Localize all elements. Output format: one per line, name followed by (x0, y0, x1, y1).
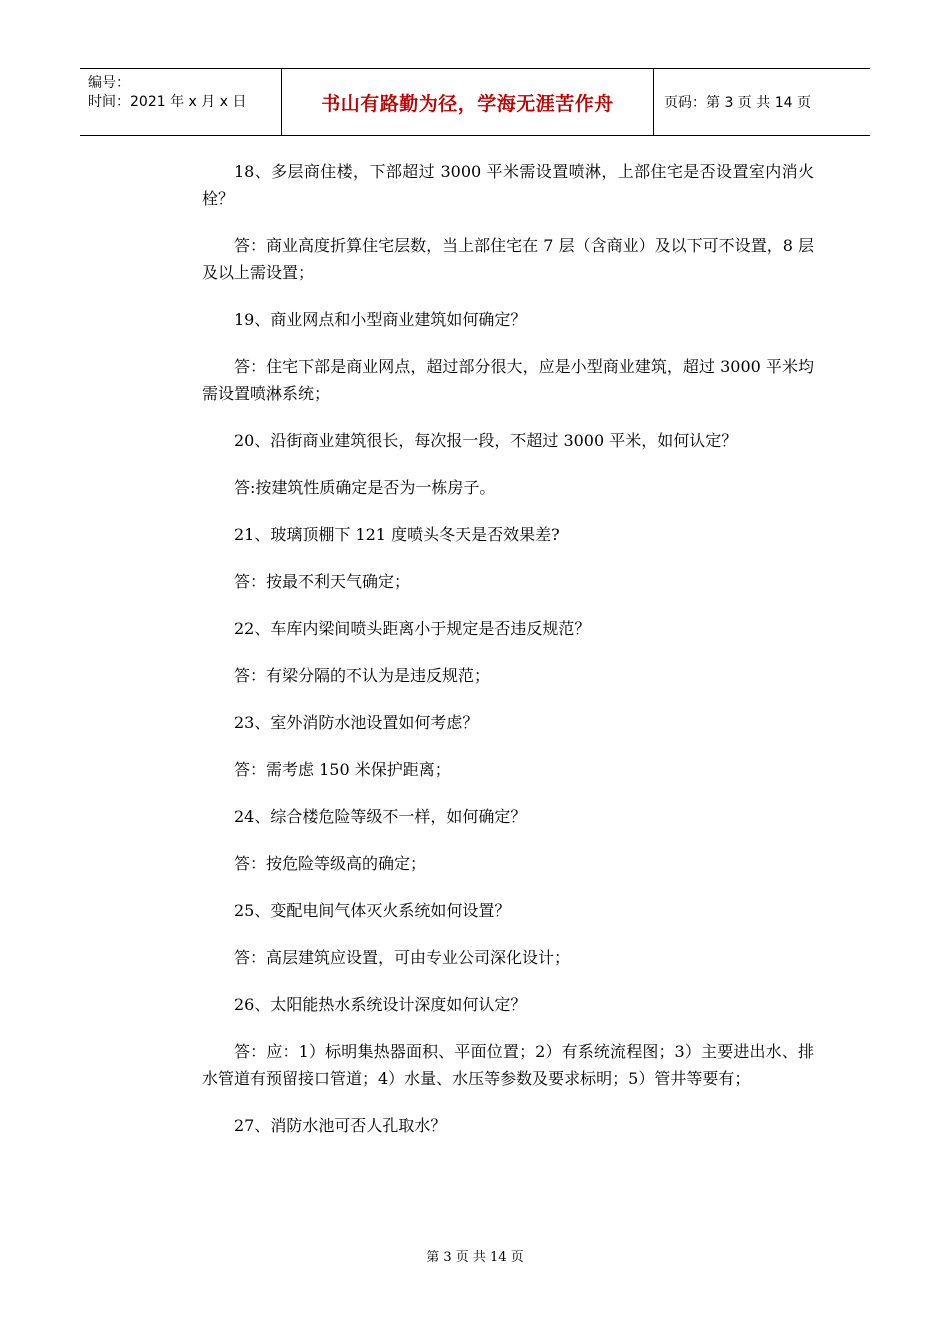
paragraph-q18: 18、多层商住楼，下部超过 3000 平米需设置喷淋，上部住宅是否设置室内消火栓？ (202, 162, 814, 208)
paragraph-a18: 答：商业高度折算住宅层数，当上部住宅在 7 层（含商业）及以下可不设置，8 层及以上需设置； (202, 236, 814, 282)
paragraph-a24: 答：按危险等级高的确定； (234, 854, 427, 873)
paragraph-q20: 20、沿街商业建筑很长，每次报一段，不超过 3000 平米，如何认定？ (234, 431, 738, 450)
document-number-label: 编号： (88, 75, 130, 91)
document-body (202, 158, 814, 1159)
header-motto: 书山有路勤为径，学海无涯苦作舟 (282, 69, 654, 135)
paragraph-a26: 答：应：1）标明集热器面积、平面位置；2）有系统流程图；3）主要进出水、排水管道有预留接口管道；4）水量、水压等参数及要求标明；5）管井等要有； (202, 1042, 814, 1088)
header-page-label: 页码：第 3 页 共 14 页 (664, 95, 811, 111)
paragraph-q22: 22、车库内梁间喷头距离小于规定是否违反规范？ (234, 619, 591, 638)
document-date-label: 时间：2021 年 x 月 x 日 (88, 94, 247, 110)
paragraph-q24: 24、综合楼危险等级不一样，如何确定？ (234, 807, 527, 826)
document-header (80, 68, 870, 136)
page-footer: 第 3 页 共 14 页 (426, 1250, 524, 1265)
paragraph-q27: 27、消防水池可否人孔取水？ (234, 1116, 447, 1135)
paragraph-a21: 答：按最不利天气确定； (234, 572, 411, 591)
paragraph-q26: 26、太阳能热水系统设计深度如何认定？ (234, 995, 527, 1014)
paragraph-q21: 21、玻璃顶棚下 121 度喷头冬天是否效果差? (234, 525, 560, 544)
paragraph-a22: 答：有梁分隔的不认为是违反规范； (234, 666, 491, 685)
paragraph-a20: 答:按建筑性质确定是否为一栋房子。 (234, 478, 496, 497)
paragraph-a19: 答：住宅下部是商业网点，超过部分很大，应是小型商业建筑，超过 3000 平米均需设置喷淋系统； (202, 357, 814, 403)
paragraph-a25: 答：高层建筑应设置，可由专业公司深化设计； (234, 948, 571, 967)
paragraph-q19: 19、商业网点和小型商业建筑如何确定？ (234, 310, 527, 329)
header-meta-cell (80, 69, 282, 135)
paragraph-a23: 答：需考虑 150 米保护距离； (234, 760, 451, 779)
paragraph-q23: 23、室外消防水池设置如何考虑？ (234, 713, 479, 732)
paragraph-q25: 25、变配电间气体灭火系统如何设置？ (234, 901, 511, 920)
